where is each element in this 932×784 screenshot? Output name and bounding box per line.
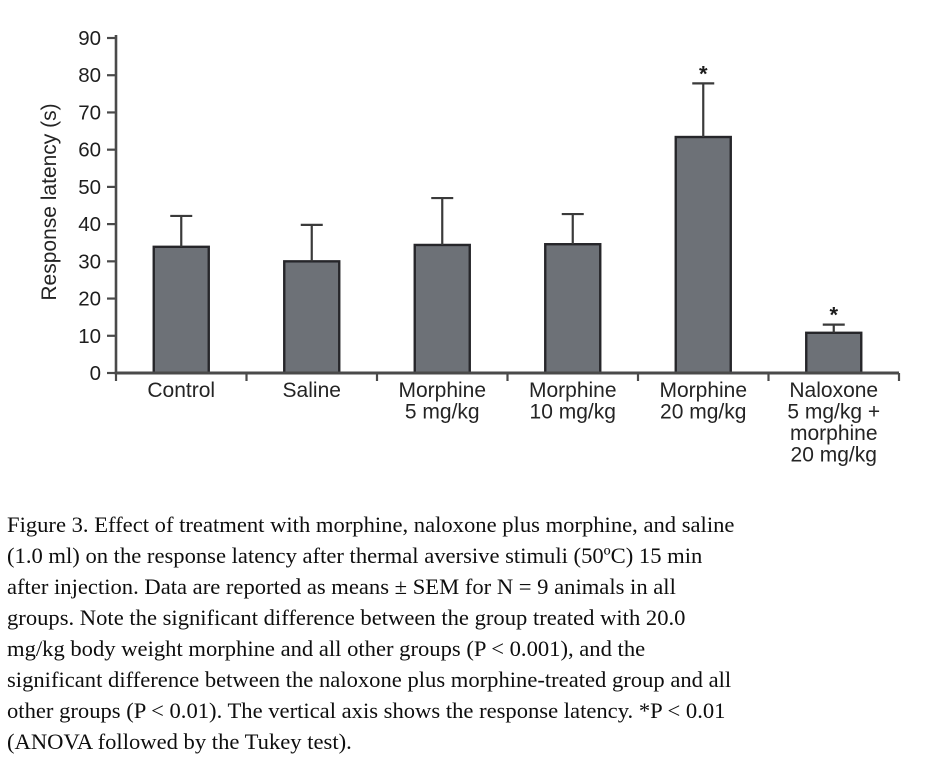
x-category-label: 20 mg/kg <box>790 443 877 467</box>
y-tick-label: 50 <box>78 175 101 199</box>
x-category-label: Naloxone <box>789 379 879 402</box>
significance-asterisk: * <box>698 61 708 87</box>
x-category-label: Saline <box>282 379 341 402</box>
y-tick-label: 0 <box>89 362 101 385</box>
x-category-label: Morphine <box>528 379 617 402</box>
caption-line: significant difference between the naloxone plus morphine-treated group and all <box>7 667 732 692</box>
bar <box>545 244 600 373</box>
caption-line: other groups (P < 0.01). The vertical axis shows the response latency. *P < 0.01 <box>7 698 726 723</box>
y-axis-label: Response latency (s) <box>38 103 61 301</box>
y-tick-label: 10 <box>78 324 101 348</box>
bar <box>676 137 731 373</box>
x-category-label: 10 mg/kg <box>529 400 616 424</box>
x-category-label: Morphine <box>398 379 487 402</box>
caption-line: after injection. Data are reported as means ± SEM for N = 9 animals in all <box>7 574 676 599</box>
bar <box>154 247 209 373</box>
x-category-label: Morphine <box>659 379 748 402</box>
caption-line: Figure 3. Effect of treatment with morphine, naloxone plus morphine, and saline <box>7 512 735 537</box>
y-tick-label: 80 <box>78 64 101 88</box>
y-tick-label: 90 <box>78 27 101 50</box>
caption-line: (1.0 ml) on the response latency after thermal aversive stimuli (50ºC) 15 min <box>7 543 703 568</box>
bar <box>415 245 470 373</box>
y-tick-label: 30 <box>78 250 101 274</box>
y-tick-label: 70 <box>78 101 101 125</box>
y-tick-label: 60 <box>78 138 101 162</box>
x-category-label: 5 mg/kg <box>404 400 480 424</box>
y-tick-label: 40 <box>78 213 101 237</box>
x-category-label: 5 mg/kg + <box>787 400 881 424</box>
figure-caption <box>7 509 929 757</box>
caption-line: (ANOVA followed by the Tukey test). <box>7 729 352 754</box>
caption-line: mg/kg body weight morphine and all other groups (P < 0.001), and the <box>7 636 646 661</box>
x-category-label: Control <box>147 379 216 402</box>
x-category-label: morphine <box>789 422 878 445</box>
bar <box>284 261 339 373</box>
y-tick-label: 20 <box>78 287 101 311</box>
significance-asterisk: * <box>829 302 839 328</box>
x-category-label: 20 mg/kg <box>660 400 747 424</box>
caption-line: groups. Note the significant difference between the group treated with 20.0 <box>7 605 686 630</box>
bar <box>806 333 861 373</box>
